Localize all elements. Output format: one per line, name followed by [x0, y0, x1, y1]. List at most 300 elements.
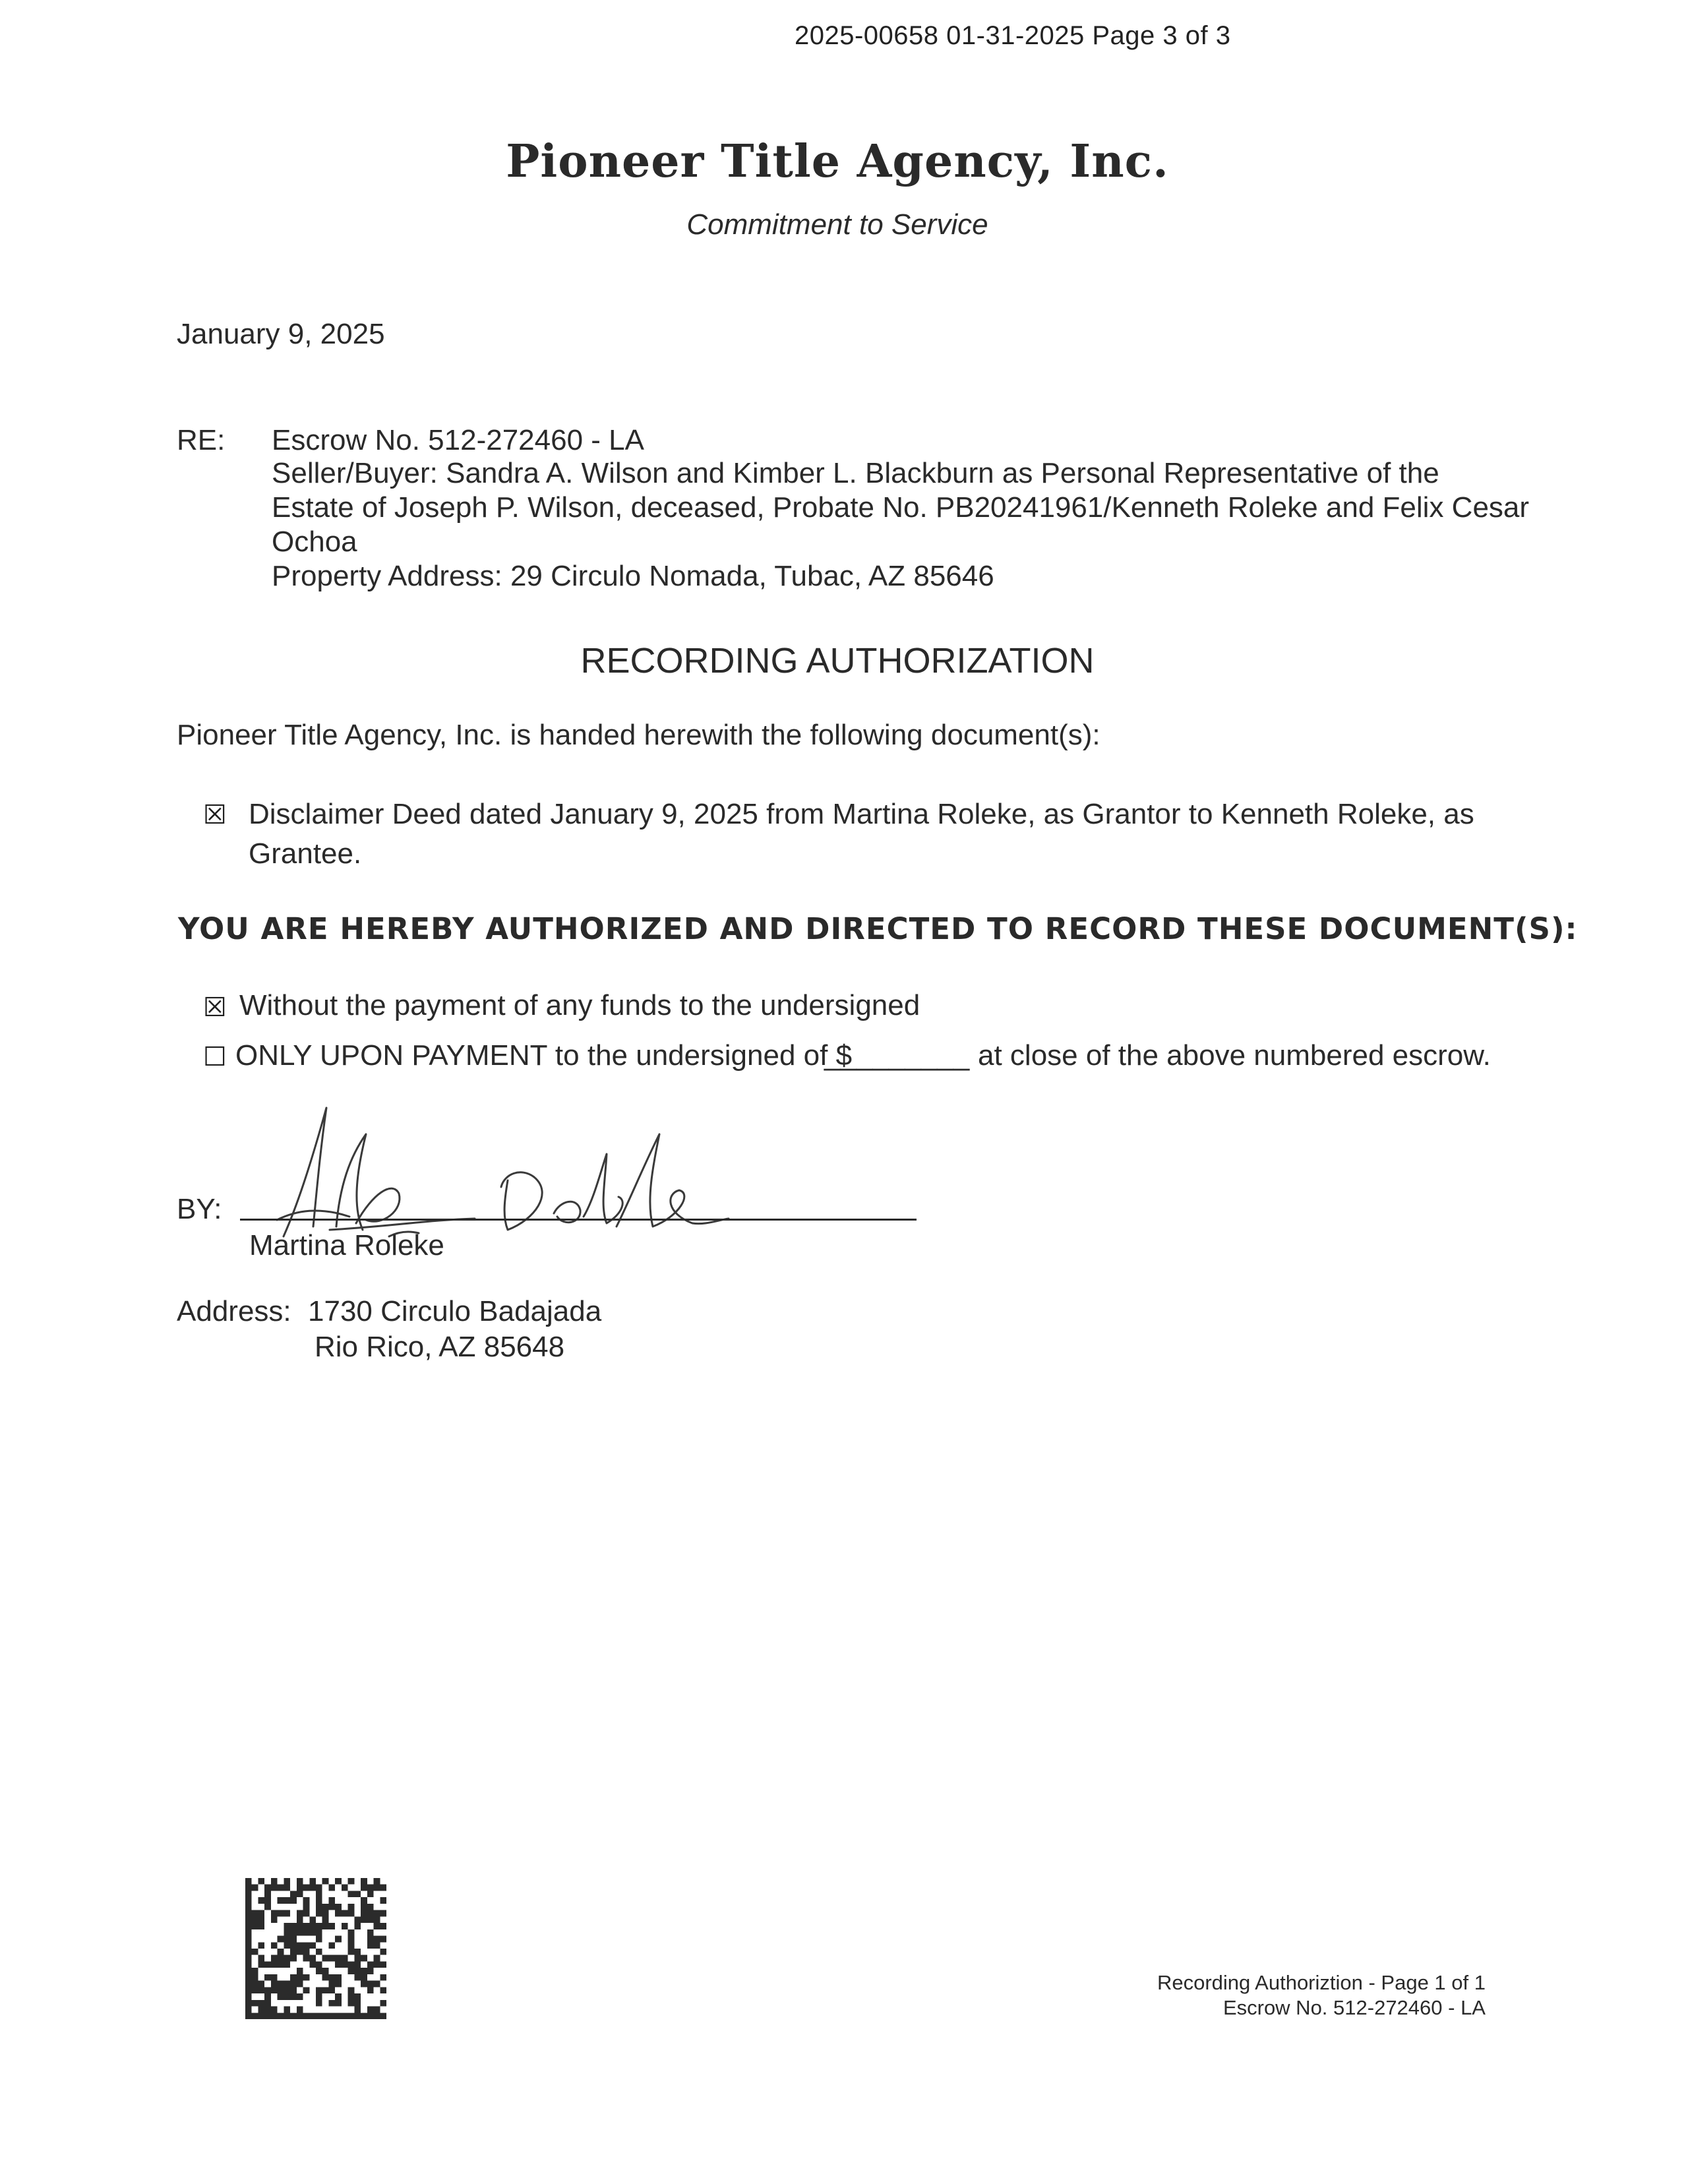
barcode-module: [374, 2013, 380, 2019]
option-text-tail: at close of the above numbered escrow.: [978, 1039, 1491, 1072]
barcode-module: [264, 1993, 271, 2000]
barcode-module: [328, 1897, 335, 1904]
barcode-module: [367, 2007, 374, 2013]
barcode-module: [367, 1904, 374, 1910]
barcode-module: [290, 1936, 297, 1943]
barcode-module: [348, 1878, 355, 1885]
barcode-module: [264, 1987, 271, 1993]
barcode-module: [278, 1961, 284, 1968]
barcode-module: [354, 2013, 361, 2019]
barcode-module: [380, 1897, 386, 1904]
barcode-module: [278, 1981, 284, 1987]
company-tagline: Commitment to Service: [686, 208, 988, 241]
barcode-module: [380, 1936, 386, 1943]
barcode-module: [303, 1987, 310, 1993]
signer-name: Martina Roleke: [249, 1229, 444, 1261]
barcode-module: [297, 1916, 303, 1923]
address-label: Address:: [177, 1295, 291, 1327]
barcode-module: [316, 1885, 322, 1891]
barcode-module: [348, 1929, 355, 1936]
barcode-module: [348, 1987, 355, 1993]
barcode-module: [252, 1981, 258, 1987]
barcode-module: [335, 1904, 342, 1910]
barcode-module: [354, 1916, 361, 1923]
barcode-module: [367, 1910, 374, 1917]
barcode-module: [278, 1993, 284, 2000]
barcode-module: [335, 1878, 342, 1885]
barcode-module: [316, 1961, 322, 1968]
barcode-module: [322, 1974, 329, 1981]
barcode-module: [348, 1910, 355, 1917]
barcode-module: [290, 1929, 297, 1936]
barcode-module: [322, 1955, 329, 1962]
authorization-heading: YOU ARE HEREBY AUTHORIZED AND DIRECTED TO RECORD THESE DOCUMENT(S):: [178, 911, 1578, 946]
barcode-module: [284, 1936, 290, 1943]
escrow-number: Escrow No. 512-272460 - LA: [272, 424, 644, 456]
barcode-module: [290, 1891, 297, 1897]
barcode-module: [245, 1891, 252, 1897]
barcode-module: [252, 1885, 258, 1891]
barcode-module: [374, 1961, 380, 1968]
barcode-module: [284, 1910, 290, 1917]
barcode-module: [284, 2007, 290, 2013]
barcode-module: [252, 2000, 258, 2007]
barcode-module: [258, 1878, 264, 1885]
barcode-module: [361, 1885, 367, 1891]
barcode-module: [258, 1981, 264, 1987]
barcode-module: [290, 1993, 297, 2000]
barcode-module: [309, 1955, 316, 1962]
barcode-module: [380, 2013, 386, 2019]
option-text: ONLY UPON PAYMENT to the undersigned of $: [235, 1039, 853, 1072]
barcode-module: [297, 1910, 303, 1917]
barcode-module: [322, 1987, 329, 1993]
barcode-module: [271, 1987, 278, 1993]
barcode-module: [252, 1974, 258, 1981]
barcode-module: [303, 1923, 310, 1929]
barcode-module: [290, 1923, 297, 1929]
barcode-module: [278, 1910, 284, 1917]
barcode-module: [303, 1910, 310, 1917]
barcode-module: [290, 1949, 297, 1955]
barcode-module: [264, 2013, 271, 2019]
barcode-module: [342, 1910, 348, 1917]
barcode-module: [367, 1916, 374, 1923]
barcode-module: [342, 1961, 348, 1968]
barcode-module: [354, 1968, 361, 1974]
barcode-module: [303, 1942, 310, 1949]
barcode-module: [309, 1929, 316, 1936]
barcode-module: [284, 1955, 290, 1962]
barcode-module: [361, 1974, 367, 1981]
barcode-module: [380, 1987, 386, 1993]
barcode-module: [290, 1981, 297, 1987]
parties-line: Ochoa: [272, 526, 357, 558]
barcode-module: [303, 1974, 310, 1981]
parties-line: Estate of Joseph P. Wilson, deceased, Probate No. PB20241961/Kenneth Roleke and Felix Cesar: [272, 491, 1530, 524]
barcode-module: [297, 2013, 303, 2019]
company-name: Pioneer Title Agency, Inc.: [506, 135, 1169, 188]
barcode-module: [258, 1942, 264, 1949]
signature-line: [240, 1219, 917, 1221]
barcode-module: [380, 1974, 386, 1981]
barcode-module: [316, 2000, 322, 2007]
barcode-module: [367, 1929, 374, 1936]
barcode-module: [303, 1929, 310, 1936]
barcode-module: [374, 1981, 380, 1987]
barcode-module: [348, 2013, 355, 2019]
barcode-module: [322, 1968, 329, 1974]
barcode-module: [328, 1987, 335, 1993]
barcode-module: [374, 1936, 380, 1943]
barcode-module: [290, 1974, 297, 1981]
barcode-module: [245, 1910, 252, 1917]
barcode-module: [284, 1993, 290, 2000]
barcode-module: [297, 1981, 303, 1987]
barcode-module: [278, 1955, 284, 1962]
barcode-module: [316, 1897, 322, 1904]
barcode-module: [322, 1878, 329, 1885]
barcode-module: [297, 1891, 303, 1897]
barcode-module: [297, 1993, 303, 2000]
barcode-module: [367, 1961, 374, 1968]
barcode-module: [245, 2013, 252, 2019]
barcode-module: [309, 2013, 316, 2019]
footer-escrow-number: Escrow No. 512-272460 - LA: [1222, 1996, 1486, 2019]
barcode-module: [316, 1949, 322, 1955]
barcode-module: [342, 2013, 348, 2019]
barcode-module: [303, 1897, 310, 1904]
barcode-module: [316, 1993, 322, 2000]
barcode-module: [367, 1891, 374, 1897]
barcode-module: [278, 1936, 284, 1943]
barcode-module: [252, 1987, 258, 1993]
barcode-module: [380, 1885, 386, 1891]
barcode-module: [348, 2000, 355, 2007]
barcode-module: [309, 1923, 316, 1929]
barcode-module: [297, 2007, 303, 2013]
barcode-module: [316, 1936, 322, 1943]
barcode-module: [374, 1916, 380, 1923]
barcode-module: [245, 1942, 252, 1949]
barcode-module: [252, 1949, 258, 1955]
barcode-module: [309, 1942, 316, 1949]
barcode-module: [328, 1974, 335, 1981]
barcode-module: [335, 1910, 342, 1917]
barcode-module: [348, 1949, 355, 1955]
option-text: Without the payment of any funds to the undersigned: [239, 989, 920, 1021]
barcode-module: [316, 1904, 322, 1910]
footer-page-label: Recording Authoriztion - Page 1 of 1: [1157, 1971, 1486, 1994]
barcode-module: [245, 1897, 252, 1904]
barcode-module: [335, 1993, 342, 2000]
barcode-module: [348, 1961, 355, 1968]
barcode-module: [354, 1974, 361, 1981]
barcode-module: [271, 1974, 278, 1981]
amount-blank: _________: [824, 1039, 970, 1072]
barcode-module: [342, 1955, 348, 1962]
barcode-module: [271, 1942, 278, 1949]
barcode-module: [316, 1910, 322, 1917]
barcode-module: [354, 2007, 361, 2013]
barcode-module: [258, 1897, 264, 1904]
barcode-module: [264, 1885, 271, 1891]
barcode-module: [328, 2013, 335, 2019]
barcode-module: [258, 2000, 264, 2007]
barcode-module: [316, 1968, 322, 1974]
barcode-module: [297, 1885, 303, 1891]
barcode-module: [322, 1923, 329, 1929]
barcode-module: [245, 1949, 252, 1955]
barcode-module: [264, 1891, 271, 1897]
barcode-module: [252, 1916, 258, 1923]
barcode-module: [258, 1916, 264, 1923]
barcode-module: [361, 1878, 367, 1885]
barcode-module: [297, 1949, 303, 1955]
barcode-module: [380, 1949, 386, 1955]
barcode-module: [354, 1949, 361, 1955]
barcode-module: [258, 1910, 264, 1917]
barcode-module: [322, 2013, 329, 2019]
barcode-module: [258, 1923, 264, 1929]
barcode-module: [252, 2013, 258, 2019]
barcode-module: [258, 1987, 264, 1993]
barcode-module: [367, 1987, 374, 1993]
barcode-module: [271, 1955, 278, 1962]
barcode-module: [284, 1987, 290, 1993]
barcode-module: [322, 1904, 329, 1910]
barcode-module: [348, 1904, 355, 1910]
barcode-module: [245, 2007, 252, 2013]
barcode-module: [290, 1942, 297, 1949]
address-city: Rio Rico, AZ 85648: [315, 1331, 565, 1363]
barcode-module: [271, 2013, 278, 2019]
barcode-module: [361, 1897, 367, 1904]
barcode-module: [264, 1897, 271, 1904]
barcode-module: [264, 2000, 271, 2007]
barcode-module: [348, 1942, 355, 1949]
barcode-module: [245, 1981, 252, 1987]
barcode-module: [284, 1942, 290, 1949]
barcode-module: [271, 1916, 278, 1923]
barcode-module: [335, 2013, 342, 2019]
barcode-module: [367, 1885, 374, 1891]
barcode-module: [258, 2007, 264, 2013]
barcode-module: [348, 1891, 355, 1897]
barcode-module: [335, 1936, 342, 1943]
barcode-module: [335, 2000, 342, 2007]
barcode-module: [348, 1968, 355, 1974]
barcode-module: [354, 1923, 361, 1929]
barcode-module: [284, 2013, 290, 2019]
barcode-module: [335, 1961, 342, 1968]
barcode-module: [374, 1910, 380, 1917]
barcode-module: [328, 1885, 335, 1891]
barcode-module: [361, 1904, 367, 1910]
barcode-module: [258, 2013, 264, 2019]
barcode-module: [374, 1942, 380, 1949]
barcode-module: [354, 2000, 361, 2007]
barcode-module: [278, 1897, 284, 1904]
barcode-module: [264, 1904, 271, 1910]
barcode-module: [271, 1878, 278, 1885]
barcode-module: [380, 2000, 386, 2007]
barcode-module: [328, 1981, 335, 1987]
barcode-module: [335, 1955, 342, 1962]
letter-date: January 9, 2025: [177, 318, 385, 350]
barcode-module: [303, 1885, 310, 1891]
barcode-module: [374, 1955, 380, 1962]
barcode-module: [297, 1929, 303, 1936]
barcode-module: [354, 1955, 361, 1962]
barcode-module: [361, 2013, 367, 2019]
barcode-module: [328, 1955, 335, 1962]
barcode-module: [245, 1955, 252, 1962]
barcode-module: [374, 2007, 380, 2013]
barcode-module: [297, 1974, 303, 1981]
barcode-module: [271, 2007, 278, 2013]
barcode-module: [361, 1910, 367, 1917]
barcode-module: [335, 1981, 342, 1987]
barcode-module: [271, 1885, 278, 1891]
barcode-module: [354, 1891, 361, 1897]
barcode-module: [245, 2000, 252, 2007]
barcode-module: [367, 1968, 374, 1974]
barcode-module: [278, 1949, 284, 1955]
barcode-module: [297, 1942, 303, 1949]
barcode-module: [245, 1974, 252, 1981]
barcode-module: [367, 1981, 374, 1987]
barcode-module: [316, 2013, 322, 2019]
barcode-module: [374, 1923, 380, 1929]
barcode-module: [380, 1923, 386, 1929]
document-title: RECORDING AUTHORIZATION: [580, 641, 1095, 681]
barcode-module: [342, 1923, 348, 1929]
barcode-module: [284, 1961, 290, 1968]
barcode-module: [290, 2013, 297, 2019]
barcode-module: [271, 1981, 278, 1987]
barcode-module: [309, 1961, 316, 1968]
address-street: 1730 Circulo Badajada: [308, 1295, 602, 1327]
unchecked-box-icon: ☐: [203, 1042, 227, 1072]
barcode-module: [322, 1916, 329, 1923]
barcode-module: [258, 1955, 264, 1962]
barcode-module: [348, 1936, 355, 1943]
barcode-module: [380, 1910, 386, 1917]
checked-box-icon: ☒: [203, 992, 227, 1023]
barcode-module: [316, 1923, 322, 1929]
barcode-module: [252, 1910, 258, 1917]
barcode-module: [374, 1878, 380, 1885]
barcode-module: [348, 1993, 355, 2000]
barcode-module: [245, 1993, 252, 2000]
re-label: RE:: [177, 424, 226, 456]
barcode-module: [297, 1878, 303, 1885]
barcode-module: [278, 2013, 284, 2019]
barcode-module: [290, 1955, 297, 1962]
barcode-module: [328, 1942, 335, 1949]
barcode-module: [316, 1929, 322, 1936]
barcode-module: [271, 1910, 278, 1917]
barcode-module: [303, 1955, 310, 1962]
barcode-module: [271, 1961, 278, 1968]
barcode-module: [245, 1916, 252, 1923]
barcode-module: [245, 1961, 252, 1968]
handwritten-signature: [257, 1095, 732, 1246]
recording-stamp: 2025-00658 01-31-2025 Page 3 of 3: [795, 21, 1231, 50]
document-description: Disclaimer Deed dated January 9, 2025 from Martina Roleke, as Grantor to Kenneth Roleke, as: [249, 798, 1474, 830]
barcode-module: [252, 1923, 258, 1929]
barcode-module: [367, 2013, 374, 2019]
barcode-module: [303, 2013, 310, 2019]
barcode-module: [361, 1968, 367, 1974]
barcode-module: [284, 1897, 290, 1904]
barcode-module: [278, 1987, 284, 1993]
checked-box-icon: ☒: [203, 800, 227, 830]
barcode-module: [316, 1987, 322, 1993]
barcode-module: [245, 1968, 252, 1974]
barcode-module: [322, 1910, 329, 1917]
barcode-module: [284, 1923, 290, 1929]
barcode-module: [290, 1897, 297, 1904]
barcode-module: [258, 1961, 264, 1968]
barcode-module: [354, 1993, 361, 2000]
property-address: Property Address: 29 Circulo Nomada, Tubac, AZ 85646: [272, 560, 994, 592]
barcode-module: [245, 1923, 252, 1929]
barcode-module: [342, 1885, 348, 1891]
barcode-module: [245, 1885, 252, 1891]
barcode-module: [361, 1955, 367, 1962]
barcode-module: [328, 1923, 335, 1929]
barcode-module: [361, 1981, 367, 1987]
barcode-module: [284, 1878, 290, 1885]
barcode-module: [328, 2000, 335, 2007]
barcode-module: [284, 1885, 290, 1891]
barcode-module: [309, 1878, 316, 1885]
barcode-module: [328, 1904, 335, 1910]
barcode-module: [245, 1904, 252, 1910]
barcode-module: [297, 1923, 303, 1929]
parties-line: Seller/Buyer: Sandra A. Wilson and Kimber L. Blackburn as Personal Representative of the: [272, 457, 1439, 489]
by-label: BY:: [177, 1193, 222, 1225]
barcode-module: [264, 1961, 271, 1968]
barcode-module: [252, 1968, 258, 1974]
barcode-module: [264, 1974, 271, 1981]
barcode-module: [367, 1936, 374, 1943]
barcode-module: [245, 1936, 252, 1943]
barcode-module: [309, 1916, 316, 1923]
barcode-module: [380, 1961, 386, 1968]
barcode-module: [284, 1981, 290, 1987]
barcode-module: [264, 2007, 271, 2013]
barcode-module: [361, 1916, 367, 1923]
barcode-module: [367, 1942, 374, 1949]
barcode-module: [335, 1974, 342, 1981]
intro-text: Pioneer Title Agency, Inc. is handed herewith the following document(s):: [177, 719, 1100, 751]
barcode-module: [303, 1904, 310, 1910]
barcode-module: [284, 1929, 290, 1936]
barcode-module: [290, 1987, 297, 1993]
barcode-module: [303, 1949, 310, 1955]
barcode-module: [316, 1891, 322, 1897]
barcode-module: [297, 1968, 303, 1974]
datamatrix-barcode: [245, 1878, 386, 2019]
barcode-module: [245, 1878, 252, 1885]
barcode-module: [354, 1961, 361, 1968]
barcode-module: [309, 1885, 316, 1891]
document-description: Grantee.: [249, 837, 362, 870]
barcode-module: [374, 1885, 380, 1891]
